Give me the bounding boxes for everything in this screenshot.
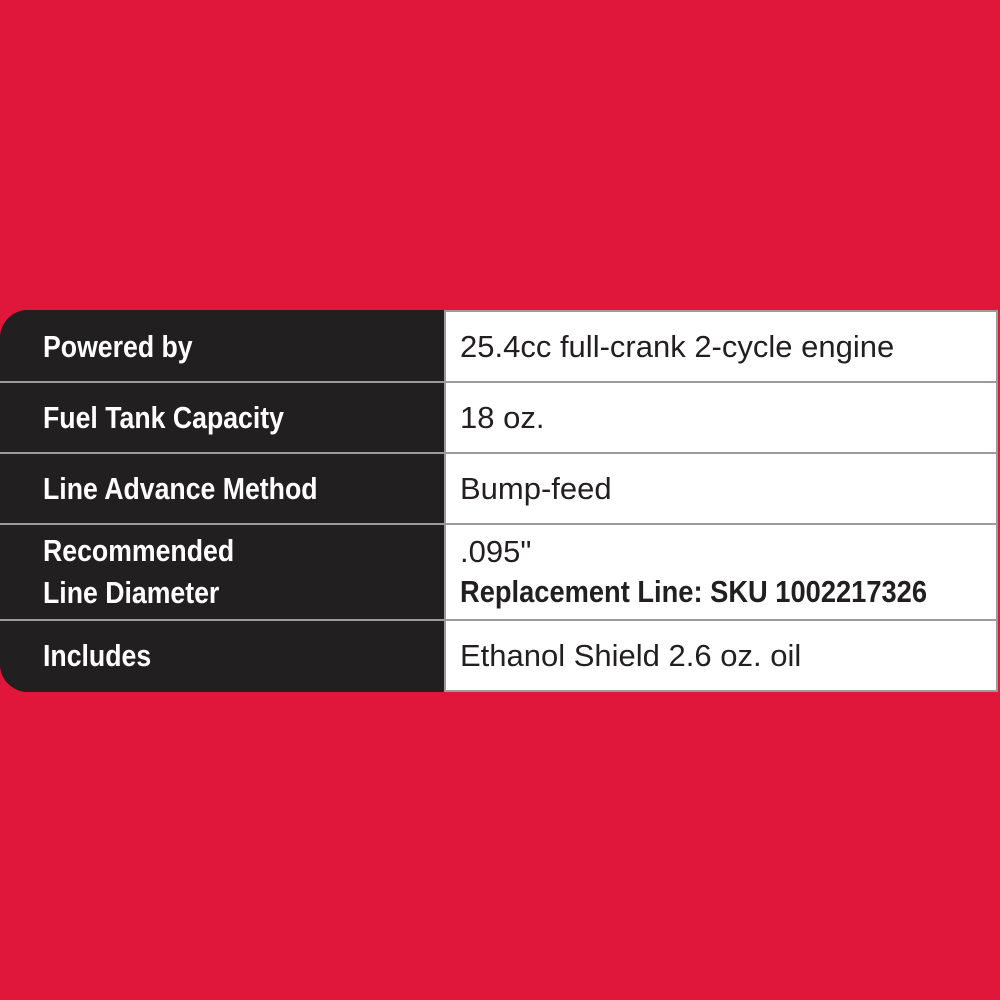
spec-label-cell (0, 619, 444, 692)
row-divider (0, 523, 444, 525)
spec-label: Fuel Tank Capacity (43, 399, 285, 435)
spec-value-cell (444, 619, 998, 692)
spec-label: Powered by (43, 328, 193, 364)
spec-value: Bump-feed (460, 470, 612, 506)
spec-value-cell (444, 452, 998, 525)
replacement-line-note: Replacement Line: SKU 1002217326 (460, 574, 928, 609)
spec-value: .095" (460, 534, 532, 569)
spec-value-cell (444, 381, 998, 454)
spec-label-cell (0, 452, 444, 525)
spec-label-cell (0, 310, 444, 383)
spec-row-fuel-tank-capacity (0, 381, 998, 454)
spec-label-cell (0, 381, 444, 454)
row-divider (0, 381, 444, 383)
spec-row-line-advance-method (0, 452, 998, 525)
spec-value: Ethanol Shield 2.6 oz. oil (460, 637, 802, 673)
spec-label-line-1: Recommended (43, 533, 235, 568)
spec-value: 25.4cc full-crank 2-cycle engine (460, 328, 895, 364)
spec-row-includes (0, 619, 998, 692)
spec-label-cell (0, 523, 444, 621)
spec-label: Includes (43, 637, 152, 673)
spec-label: Line Advance Method (43, 470, 318, 506)
spec-label-line-2: Line Diameter (43, 575, 220, 610)
row-divider (0, 619, 444, 621)
spec-row-recommended-line-diameter (0, 523, 998, 621)
spec-value: 18 oz. (460, 399, 545, 435)
spec-table (0, 310, 998, 692)
spec-value-cell (444, 523, 998, 621)
spec-row-powered-by (0, 310, 998, 383)
row-divider (0, 452, 444, 454)
spec-value-cell (444, 310, 998, 383)
